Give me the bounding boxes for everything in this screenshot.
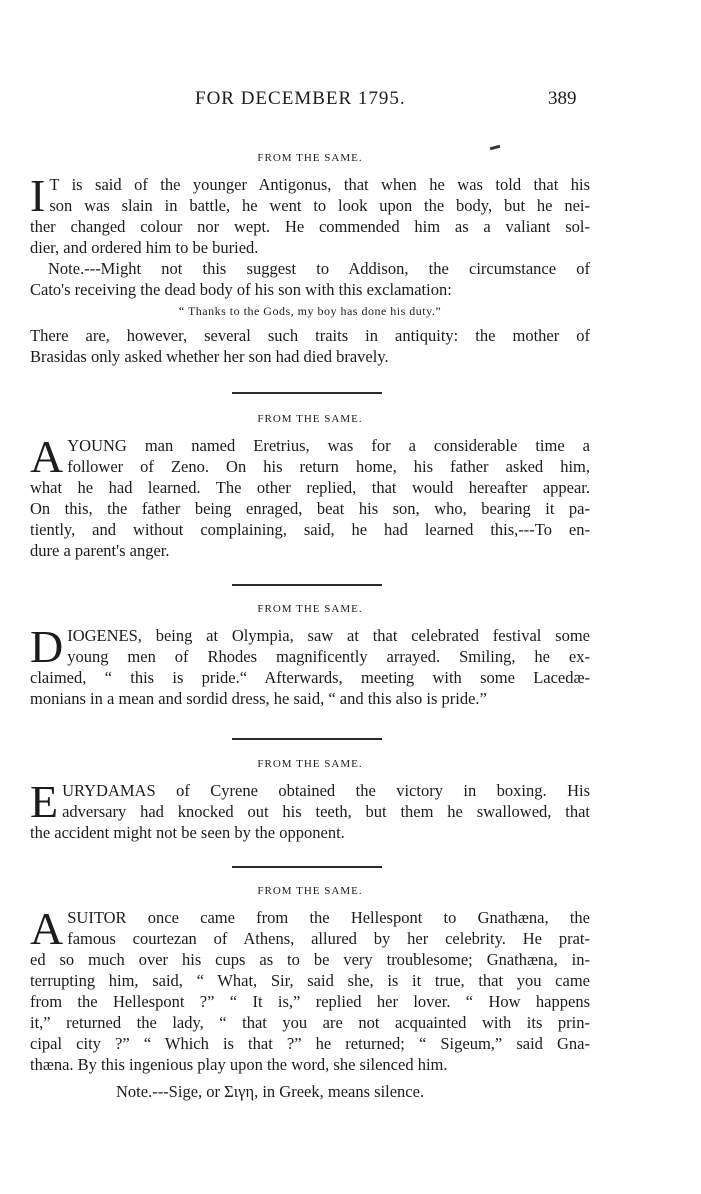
text-line: adversary had knocked out his teeth, but them he swallowed, that	[62, 802, 590, 821]
text-line: On this, the father being enraged, beat his son, who, bearing it pa-	[30, 499, 590, 518]
text-line: follower of Zeno. On his return home, his father asked him,	[67, 457, 590, 476]
ink-mark	[490, 145, 500, 150]
text-line: T is said of the younger Antigonus, that when he was told that his	[49, 175, 590, 194]
drop-cap: E	[30, 776, 59, 827]
quotation: “ Thanks to the Gods, my boy has done his duty.”	[178, 304, 442, 318]
note-paragraph	[30, 258, 590, 300]
drop-cap: A	[30, 431, 64, 482]
text-line: son was slain in battle, he went to look upon the body, but he nei-	[49, 196, 590, 215]
text-line: There are, however, several such traits in antiquity: the mother of	[30, 326, 590, 345]
text-line: SUITOR once came from the Hellespont to Gnathæna, the	[67, 908, 590, 927]
section-divider	[232, 738, 382, 740]
drop-cap: D	[30, 621, 64, 672]
section-heading: FROM THE SAME.	[257, 885, 363, 897]
section-paragraph	[30, 431, 590, 561]
text-line: Note.---Might not this suggest to Addison, the circumstance of	[48, 259, 590, 278]
section-paragraph	[30, 170, 590, 258]
text-line: the accident might not be seen by the opponent.	[30, 823, 345, 842]
section-paragraph	[30, 325, 590, 367]
section-diogenes	[30, 603, 590, 709]
text-line: dier, and ordered him to be buried.	[30, 238, 259, 257]
text-line: URYDAMAS of Cyrene obtained the victory in boxing. His	[62, 781, 590, 800]
text-line: it,” returned the lady, “ that you are not acquainted with its prin-	[30, 1013, 590, 1032]
text-line: young men of Rhodes magnificently arrayed. Smiling, he ex-	[67, 647, 590, 666]
section-divider	[232, 584, 382, 586]
text-line: from the Hellespont ?” “ It is,” replied her lover. “ How happens	[30, 992, 590, 1011]
text-line: thæna. By this ingenious play upon the word, she silenced him.	[30, 1055, 448, 1074]
text-line: ed so much over his cups as to be very troublesome; Gnathæna, in-	[30, 950, 590, 969]
text-line: famous courtezan of Athens, allured by her celebrity. He prat-	[67, 929, 590, 948]
drop-cap: A	[30, 903, 64, 954]
section-paragraph	[30, 621, 590, 709]
section-divider	[232, 866, 382, 868]
section-gnathaena	[30, 885, 590, 1075]
section-eretrius	[30, 413, 590, 561]
text-line: terrupting him, said, “ What, Sir, said she, is it true, that you came	[30, 971, 590, 990]
text-line: Cato's receiving the dead body of his son with this exclamation:	[30, 280, 452, 299]
drop-cap: I	[30, 170, 46, 221]
text-line: IOGENES, being at Olympia, saw at that celebrated festival some	[67, 626, 590, 645]
text-line: Brasidas only asked whether her son had died bravely.	[30, 347, 389, 366]
section-heading: FROM THE SAME.	[257, 603, 363, 615]
text-line: cipal city ?” “ Which is that ?” he returned; “ Sigeum,” said Gna-	[30, 1034, 590, 1053]
final-note: Note.---Sige, or Σιγη, in Greek, means silence.	[116, 1082, 425, 1101]
section-antigonus	[30, 152, 590, 367]
text-line: tiently, and without complaining, said, he had learned this,---To en-	[30, 520, 590, 539]
text-line: dure a parent's anger.	[30, 541, 170, 560]
text-line: what he had learned. The other replied, that would hereafter appear.	[30, 478, 590, 497]
section-heading: FROM THE SAME.	[257, 413, 363, 425]
running-head	[0, 88, 701, 112]
text-line: ther changed colour nor wept. He commended him as a valiant sol-	[30, 217, 590, 236]
text-line: claimed, “ this is pride.“ Afterwards, meeting with some Lacedæ-	[30, 668, 590, 687]
page-number: 389	[548, 88, 577, 109]
section-paragraph	[30, 776, 590, 843]
section-paragraph	[30, 903, 590, 1075]
running-title: FOR DECEMBER 1795.	[195, 88, 406, 109]
section-heading: FROM THE SAME.	[257, 152, 363, 164]
section-heading: FROM THE SAME.	[257, 758, 363, 770]
section-divider	[232, 392, 382, 394]
text-line: monians in a mean and sordid dress, he said, “ and this also is pride.”	[30, 689, 487, 708]
text-line: YOUNG man named Eretrius, was for a considerable time a	[67, 436, 590, 455]
section-eurydamas	[30, 758, 590, 843]
